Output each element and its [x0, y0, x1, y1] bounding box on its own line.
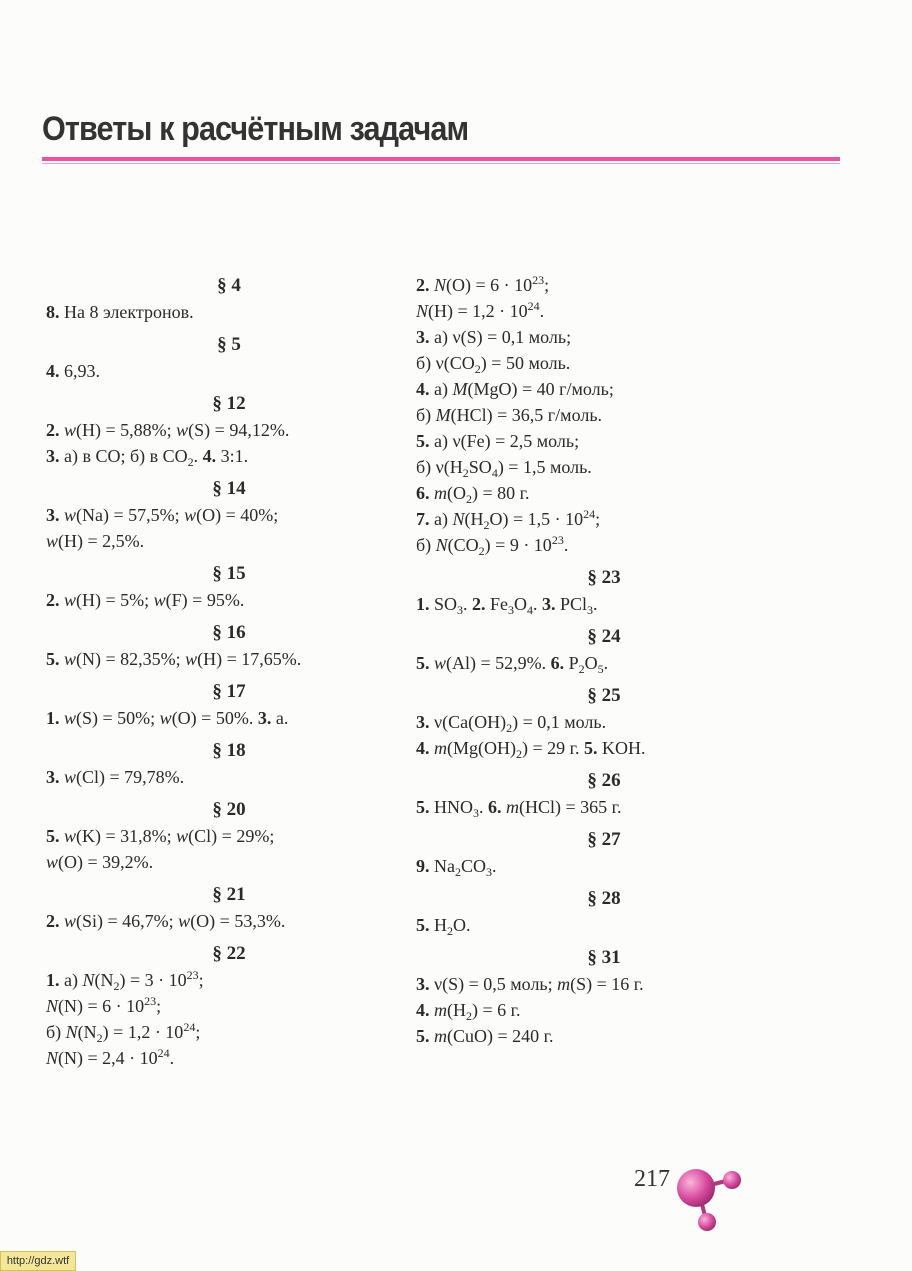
answer-text: 3. — [542, 594, 556, 614]
answer-text: . — [603, 653, 609, 673]
section-heading: § 25 — [587, 685, 621, 706]
answer-text: (CO — [447, 535, 479, 555]
answer-section — [46, 796, 376, 875]
answer-text: m — [506, 797, 519, 817]
answer-text: 2 — [466, 1009, 472, 1023]
answer-line — [46, 358, 376, 384]
answer-section — [46, 737, 376, 790]
answer-text: N — [416, 301, 429, 321]
answer-line — [416, 402, 756, 428]
answer-text: (F) = 95%. — [165, 590, 245, 610]
answer-text: 2 — [462, 466, 469, 480]
answer-text: ν(Ca(OH) — [429, 712, 507, 732]
answer-text: P — [564, 653, 579, 673]
section-heading: § 21 — [212, 884, 246, 905]
answer-text: w — [153, 590, 166, 610]
answer-text: 3 — [486, 865, 493, 879]
answer-text: 2. — [46, 911, 60, 931]
answers-column-right — [416, 272, 756, 1055]
answer-text: w — [46, 852, 59, 872]
answer-line — [46, 528, 376, 554]
answer-text: (Si) = 46,7%; — [76, 911, 179, 931]
answer-text: (N) = 82,35%; — [76, 649, 186, 669]
answer-section — [46, 390, 376, 469]
answer-text: O. — [453, 915, 471, 935]
answer-line — [416, 298, 756, 324]
answer-text: w — [184, 505, 197, 525]
answer-text: w — [64, 590, 77, 610]
answer-text: 3 — [508, 603, 515, 617]
answer-line — [416, 350, 756, 376]
answer-text: 24 — [527, 299, 540, 313]
answer-line — [416, 650, 756, 676]
answer-text: 5. — [584, 738, 598, 758]
answer-text: (O — [447, 483, 466, 503]
answer-text: 3:1. — [216, 446, 249, 466]
answer-text: ν(S) = 0,5 моль; — [429, 974, 558, 994]
answer-text: m — [557, 974, 571, 994]
answer-text: (O) = 39,2%. — [58, 852, 154, 872]
answer-text: 2 — [478, 544, 485, 558]
answer-text: m — [434, 1026, 447, 1046]
answer-section — [46, 881, 376, 934]
answer-line — [46, 908, 376, 934]
answer-text: а) — [59, 970, 83, 990]
answer-text: а. — [271, 708, 289, 728]
answer-text: w — [64, 826, 77, 846]
answer-text: N — [46, 1048, 59, 1068]
answer-text: ) = 29 г. — [522, 738, 584, 758]
watermark-link[interactable]: http://gdz.wtf — [0, 1251, 76, 1271]
answer-text: б) ν(CO — [416, 353, 475, 373]
answer-text: SO — [429, 594, 458, 614]
answer-text: а) в CO; б) в CO — [59, 446, 188, 466]
answer-text: (H) = 1,2 · 10 — [428, 301, 528, 321]
molecule-icon — [672, 1160, 752, 1235]
answer-text: M — [452, 379, 468, 399]
answer-text: б) — [416, 405, 436, 425]
answer-text: (CuO) = 240 г. — [447, 1026, 554, 1046]
answer-text: 5. — [416, 653, 430, 673]
answer-text: 2. — [46, 420, 60, 440]
answer-text: N — [82, 970, 95, 990]
answer-line — [46, 849, 376, 875]
answer-text: w — [434, 653, 447, 673]
answer-text: 2. — [472, 594, 486, 614]
answer-text: w — [178, 911, 191, 931]
answer-text: (O) = 53,3%. — [190, 911, 286, 931]
answer-line — [416, 1023, 756, 1049]
answer-line — [46, 502, 376, 528]
answer-text: 1. — [416, 594, 430, 614]
answer-text: O — [584, 653, 598, 673]
answer-text: 2 — [578, 662, 585, 676]
answer-text: 4. — [416, 379, 430, 399]
answer-text: w — [159, 708, 172, 728]
answer-text: (O) = 50%. — [171, 708, 258, 728]
answer-text: (H — [447, 1000, 466, 1020]
answer-text: w — [64, 708, 77, 728]
answer-text: (S) = 50%; — [76, 708, 160, 728]
answer-text: SO — [468, 457, 492, 477]
answer-text: (N) = 6 · 10 — [58, 996, 145, 1016]
answer-text: 3. — [416, 974, 430, 994]
answer-text: ; — [198, 970, 204, 990]
answer-text: ) = 0,1 моль. — [512, 712, 607, 732]
answer-text: ) = 6 г. — [472, 1000, 521, 1020]
answer-text: а) ν(Fe) = 2,5 моль; — [429, 431, 580, 451]
answer-section — [416, 767, 756, 820]
section-heading: § 23 — [587, 567, 621, 588]
answer-text: 4. — [416, 738, 430, 758]
answer-text: w — [185, 649, 198, 669]
answer-line — [46, 587, 376, 613]
answer-text: а) ν(S) = 0,1 моль; — [429, 327, 572, 347]
answer-text: N — [434, 275, 447, 295]
answer-text: 3. — [46, 767, 60, 787]
answer-text: б) — [46, 1022, 66, 1042]
answer-text: ; — [544, 275, 550, 295]
answer-line — [416, 532, 756, 558]
answer-text: На 8 электронов. — [59, 302, 194, 322]
answer-text: N — [65, 1022, 78, 1042]
answer-text: 5. — [46, 826, 60, 846]
answer-text: 2 — [447, 924, 453, 938]
answer-text: w — [46, 531, 59, 551]
answer-text: 4 — [491, 466, 498, 480]
answer-section — [416, 682, 756, 761]
answer-text: 3 — [457, 603, 464, 617]
answer-text: 8. — [46, 302, 60, 322]
section-heading: § 12 — [212, 393, 246, 414]
answer-text: w — [176, 420, 189, 440]
answer-text: 6. — [550, 653, 565, 673]
answer-text: 1. — [46, 970, 60, 990]
answer-text: 2 — [483, 518, 490, 532]
page-title: Ответы к расчётным задачам — [42, 110, 469, 148]
answer-line — [46, 299, 376, 325]
answer-section — [46, 940, 376, 1071]
title-rule — [42, 157, 840, 161]
answer-text: 2 — [113, 979, 120, 993]
answer-line — [416, 324, 756, 350]
answer-text: 3 — [473, 806, 479, 820]
answer-text: (HCl) = 36,5 г/моль. — [450, 405, 603, 425]
answer-text: (H) = 17,65%. — [197, 649, 302, 669]
answer-text: 4. — [202, 446, 217, 466]
answer-text: O) = 1,5 · 10 — [489, 509, 584, 529]
answer-text: Na — [429, 856, 455, 876]
answer-text: 3. — [257, 708, 272, 728]
answer-text: (N) = 2,4 · 10 — [58, 1048, 158, 1068]
section-heading: § 16 — [212, 622, 246, 643]
answer-text: . — [533, 594, 543, 614]
answer-text: w — [64, 420, 77, 440]
answer-text: m — [434, 738, 447, 758]
answer-text: H — [429, 915, 447, 935]
answer-text: ; — [195, 1022, 201, 1042]
answer-text: (H) = 5,88%; — [76, 420, 177, 440]
answer-text: 3. — [416, 712, 430, 732]
answer-text: 24 — [157, 1046, 170, 1060]
answer-text: 2 — [474, 362, 481, 376]
answer-text: O — [514, 594, 528, 614]
answer-text: 2. — [46, 590, 60, 610]
answer-text: 7. — [416, 509, 430, 529]
answer-text: а) — [429, 509, 453, 529]
answer-text: w — [64, 767, 77, 787]
answer-text: . — [193, 446, 203, 466]
answer-line — [416, 428, 756, 454]
answer-text: 24 — [183, 1020, 196, 1034]
answer-text: 2. — [416, 275, 430, 295]
answer-text: N — [452, 509, 465, 529]
answer-section — [46, 560, 376, 613]
answer-section — [46, 272, 376, 325]
answer-section — [416, 944, 756, 1049]
answer-text: (O) = 6 · 10 — [446, 275, 533, 295]
answer-text: w — [64, 911, 77, 931]
answer-text: 6,93. — [59, 361, 100, 381]
answer-text: Fe — [485, 594, 509, 614]
section-heading: § 4 — [217, 275, 241, 296]
section-heading: § 5 — [217, 334, 241, 355]
answer-text: (Cl) = 29%; — [188, 826, 275, 846]
answer-text: M — [435, 405, 451, 425]
section-heading: § 15 — [212, 563, 246, 584]
answer-text: (H — [464, 509, 484, 529]
answer-line — [46, 967, 376, 993]
answer-text: (H) = 5%; — [76, 590, 154, 610]
answer-section — [416, 623, 756, 676]
answer-text: 2 — [466, 492, 472, 506]
answer-section — [46, 678, 376, 731]
section-heading: § 28 — [587, 888, 621, 909]
answer-text: . — [479, 797, 488, 817]
answer-section — [416, 564, 756, 617]
answer-line — [416, 506, 756, 532]
answer-text: (Cl) = 79,78%. — [76, 767, 185, 787]
section-heading: § 27 — [587, 829, 621, 850]
answer-text: 9. — [416, 856, 430, 876]
answer-text: KOH. — [597, 738, 646, 758]
answer-section — [46, 475, 376, 554]
answer-text: 3. — [46, 446, 60, 466]
answer-text: 23 — [551, 533, 564, 547]
answer-section — [46, 619, 376, 672]
answer-text: w — [64, 505, 77, 525]
answer-line — [46, 705, 376, 731]
answer-line — [416, 971, 756, 997]
answer-text: 5. — [416, 1026, 430, 1046]
answer-text: 1. — [46, 708, 60, 728]
answer-line — [46, 823, 376, 849]
answer-text: ) = 9 · 10 — [484, 535, 552, 555]
answer-text: (Mg(OH) — [447, 738, 516, 758]
answer-text: 23 — [144, 994, 157, 1008]
answer-text: 5 — [597, 662, 604, 676]
answer-line — [416, 853, 756, 879]
answer-text: ; — [595, 509, 601, 529]
answer-text: 5. — [416, 915, 430, 935]
answer-line — [416, 480, 756, 506]
answer-text: 4. — [416, 1000, 430, 1020]
answer-line — [416, 735, 756, 761]
answer-text: w — [64, 649, 77, 669]
answer-text: . — [169, 1048, 175, 1068]
section-heading: § 31 — [587, 947, 621, 968]
answer-text: ; — [156, 996, 162, 1016]
answer-text: 5. — [416, 431, 430, 451]
answer-text: 3. — [46, 505, 60, 525]
answer-text: 5. — [46, 649, 60, 669]
answer-text: (S) = 94,12%. — [188, 420, 290, 440]
answer-text: 3. — [416, 327, 430, 347]
answer-line — [416, 376, 756, 402]
answer-text: 23 — [186, 968, 199, 982]
section-heading: § 26 — [587, 770, 621, 791]
answer-line — [46, 993, 376, 1019]
answer-section — [416, 826, 756, 879]
answer-text: (H) = 2,5%. — [58, 531, 145, 551]
answer-text: . — [492, 856, 497, 876]
answer-line — [416, 591, 756, 617]
answer-text: (Na) = 57,5%; — [76, 505, 185, 525]
answer-section — [416, 885, 756, 938]
answer-text: . — [563, 535, 569, 555]
answer-section — [46, 331, 376, 384]
answer-text: 4. — [46, 361, 60, 381]
page-number: 217 — [634, 1166, 670, 1192]
answer-text: ) = 1,2 · 10 — [102, 1022, 184, 1042]
answer-text: 2 — [455, 865, 461, 879]
answer-text: (Al) = 52,9%. — [446, 653, 551, 673]
answer-text: 6. — [488, 797, 502, 817]
answer-line — [416, 997, 756, 1023]
answer-line — [46, 417, 376, 443]
answer-text: б) ν(H — [416, 457, 463, 477]
section-heading: § 17 — [212, 681, 246, 702]
answer-text: а) — [429, 379, 453, 399]
answer-text: . — [539, 301, 545, 321]
answer-text: ) = 50 моль. — [480, 353, 571, 373]
answer-text: PCl — [555, 594, 588, 614]
answer-text: (N — [77, 1022, 97, 1042]
answer-text: ) = 1,5 моль. — [497, 457, 592, 477]
answer-text: (S) = 16 г. — [570, 974, 644, 994]
answer-text: 5. — [416, 797, 430, 817]
answer-line — [416, 709, 756, 735]
answer-text: 2 — [187, 455, 194, 469]
section-heading: § 22 — [212, 943, 246, 964]
answer-text: HNO — [429, 797, 473, 817]
answer-line — [46, 646, 376, 672]
answer-line — [416, 454, 756, 480]
answer-text: 3 — [587, 603, 594, 617]
answer-text: (O) = 40%; — [196, 505, 279, 525]
answer-line — [46, 443, 376, 469]
answer-text: б) — [416, 535, 436, 555]
answer-line — [416, 912, 756, 938]
answer-text: 2 — [516, 747, 522, 761]
answer-text: (N — [94, 970, 114, 990]
answer-line — [416, 794, 756, 820]
answer-text: . — [593, 594, 598, 614]
section-heading: § 20 — [212, 799, 246, 820]
answer-line — [46, 764, 376, 790]
answer-text: m — [434, 483, 447, 503]
section-heading: § 18 — [212, 740, 246, 761]
answers-column-left — [46, 272, 376, 1077]
answer-section — [416, 272, 756, 558]
answer-text: ) = 80 г. — [472, 483, 530, 503]
answer-text: (HCl) = 365 г. — [519, 797, 622, 817]
answer-text: ) = 3 · 10 — [119, 970, 187, 990]
title-rule-thin — [42, 163, 840, 164]
answer-text: N — [435, 535, 448, 555]
answer-text: 4 — [527, 603, 534, 617]
answer-text: CO — [461, 856, 487, 876]
answer-text: m — [434, 1000, 447, 1020]
answer-text: 2 — [96, 1031, 103, 1045]
answer-line — [46, 1019, 376, 1045]
section-heading: § 14 — [212, 478, 246, 499]
answer-line — [46, 1045, 376, 1071]
answer-text: 6. — [416, 483, 430, 503]
answer-text: w — [176, 826, 189, 846]
answer-text: (K) = 31,8%; — [76, 826, 177, 846]
answer-text: . — [463, 594, 473, 614]
answer-text: (MgO) = 40 г/моль; — [467, 379, 614, 399]
answer-text: 24 — [583, 507, 596, 521]
answer-text: 2 — [506, 721, 513, 735]
answer-line — [416, 272, 756, 298]
section-heading: § 24 — [587, 626, 621, 647]
answer-text: N — [46, 996, 59, 1016]
answer-text: 23 — [532, 273, 545, 287]
